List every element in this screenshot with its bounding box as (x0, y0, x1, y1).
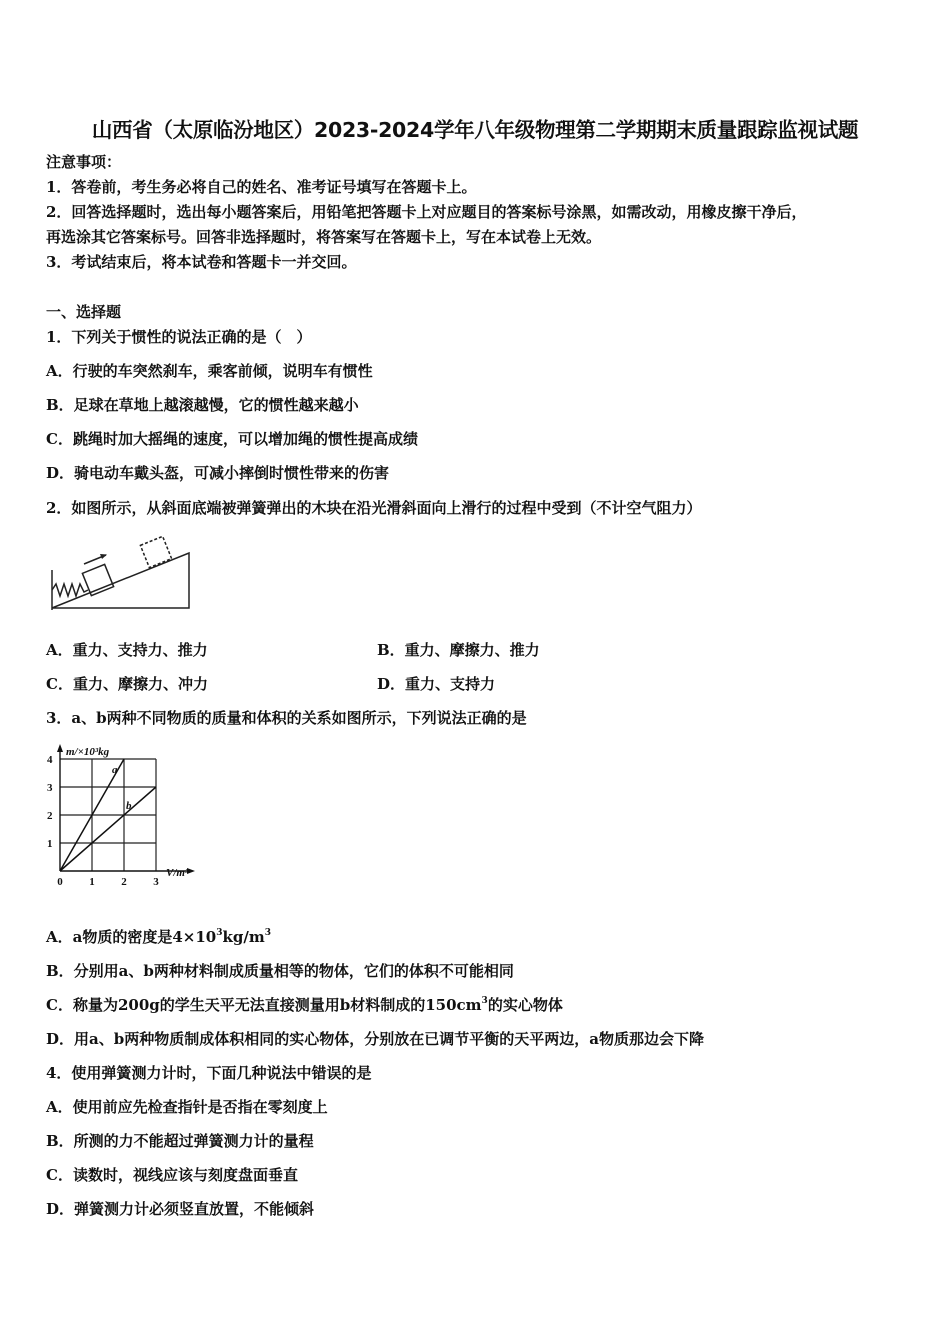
q1-option-b: B．足球在草地上越滚越慢，它的惯性越来越小 (46, 396, 359, 414)
chart-grid (60, 759, 156, 871)
q3-option-c (46, 995, 563, 1015)
q3-option-a (46, 927, 271, 947)
q2-stem: 2．如图所示，从斜面底端被弹簧弹出的木块在沿光滑斜面向上滑行的过程中受到（不计空气阻力） (46, 499, 702, 517)
q3-option-a-exp1: 3 (216, 928, 223, 938)
y-axis-label: m/×10³kg (66, 746, 110, 758)
x-axis-label: V/m³ (166, 867, 189, 879)
page-title: 山西省（太原临汾地区）2023-2024学年八年级物理第二学期期末质量跟踪监视试题 (91, 118, 859, 142)
chart-labels (47, 746, 189, 888)
y-tick-label: 1 (47, 838, 53, 850)
x-tick-label: 2 (121, 876, 127, 888)
q1-option-d: D．骑电动车戴头盔，可减小摔倒时惯性带来的伤害 (46, 464, 390, 482)
notice-item: 2．回答选择题时，选出每小题答案后，用铅笔把答题卡上对应题目的答案标号涂黑，如需改动，用橡皮擦干净后， (46, 203, 807, 221)
q4-option-b: B．所测的力不能超过弹簧测力计的量程 (46, 1132, 314, 1150)
q2-option-a: A．重力、支持力、推力 (46, 641, 208, 659)
q3-option-b: B．分别用a、b两种材料制成质量相等的物体，它们的体积不可能相同 (46, 962, 514, 980)
q4-option-a: A．使用前应先检查指针是否指在零刻度上 (46, 1098, 328, 1116)
q3-stem: 3．a、b两种不同物质的质量和体积的关系如图所示，下列说法正确的是 (46, 709, 527, 727)
q3-option-c-exp: 3 (481, 996, 488, 1006)
series-label-b: b (126, 800, 132, 812)
y-axis-arrow (57, 744, 63, 752)
q2-option-b: B．重力、摩擦力、推力 (377, 641, 540, 659)
q1-stem: 1．下列关于惯性的说法正确的是（ ） (46, 328, 312, 346)
q3-option-c-text: C．称量为200g的学生天平无法直接测量用b材料制成的150cm (46, 996, 482, 1014)
q1-option-c: C．跳绳时加大摇绳的速度，可以增加绳的惯性提高成绩 (46, 430, 418, 448)
x-tick-label: 0 (57, 876, 63, 888)
incline-spring-figure (44, 528, 194, 614)
q2-option-c: C．重力、摩擦力、冲力 (46, 675, 208, 693)
q4-option-c: C．读数时，视线应该与刻度盘面垂直 (46, 1166, 298, 1184)
series-line-b (60, 787, 156, 871)
notice-item: 3．考试结束后，将本试卷和答题卡一并交回。 (46, 253, 357, 271)
q2-option-d: D．重力、支持力 (377, 675, 496, 693)
q4-stem: 4．使用弹簧测力计时，下面几种说法中错误的是 (46, 1064, 372, 1082)
q3-option-c-tail: 的实心物体 (487, 996, 563, 1014)
q4-option-d: D．弹簧测力计必须竖直放置，不能倾斜 (46, 1200, 315, 1218)
q1-option-a: A．行驶的车突然刹车，乘客前倾，说明车有惯性 (46, 362, 373, 380)
notice-item: 再选涂其它答案标号。回答非选择题时，将答案写在答题卡上，写在本试卷上无效。 (46, 228, 602, 246)
x-tick-label: 3 (153, 876, 159, 888)
notice-item: 1．答卷前，考生务必将自己的姓名、准考证号填写在答题卡上。 (46, 178, 477, 196)
q3-option-d: D．用a、b两种物质制成体积相同的实心物体，分别放在已调节平衡的天平两边，a物质那边会下降 (46, 1030, 704, 1048)
x-tick-label: 1 (89, 876, 95, 888)
q3-option-a-text: A．a物质的密度是4×10 (46, 928, 217, 946)
y-tick-label: 2 (47, 810, 53, 822)
y-tick-label: 4 (47, 754, 53, 766)
y-tick-label: 3 (47, 782, 53, 794)
section-heading: 一、选择题 (46, 303, 122, 321)
q3-option-a-exp2: 3 (264, 928, 272, 938)
q3-option-a-unit: kg/m (222, 928, 265, 946)
mass-volume-chart (42, 739, 204, 901)
series-label-a: a (112, 764, 118, 776)
notice-heading: 注意事项： (46, 153, 122, 171)
